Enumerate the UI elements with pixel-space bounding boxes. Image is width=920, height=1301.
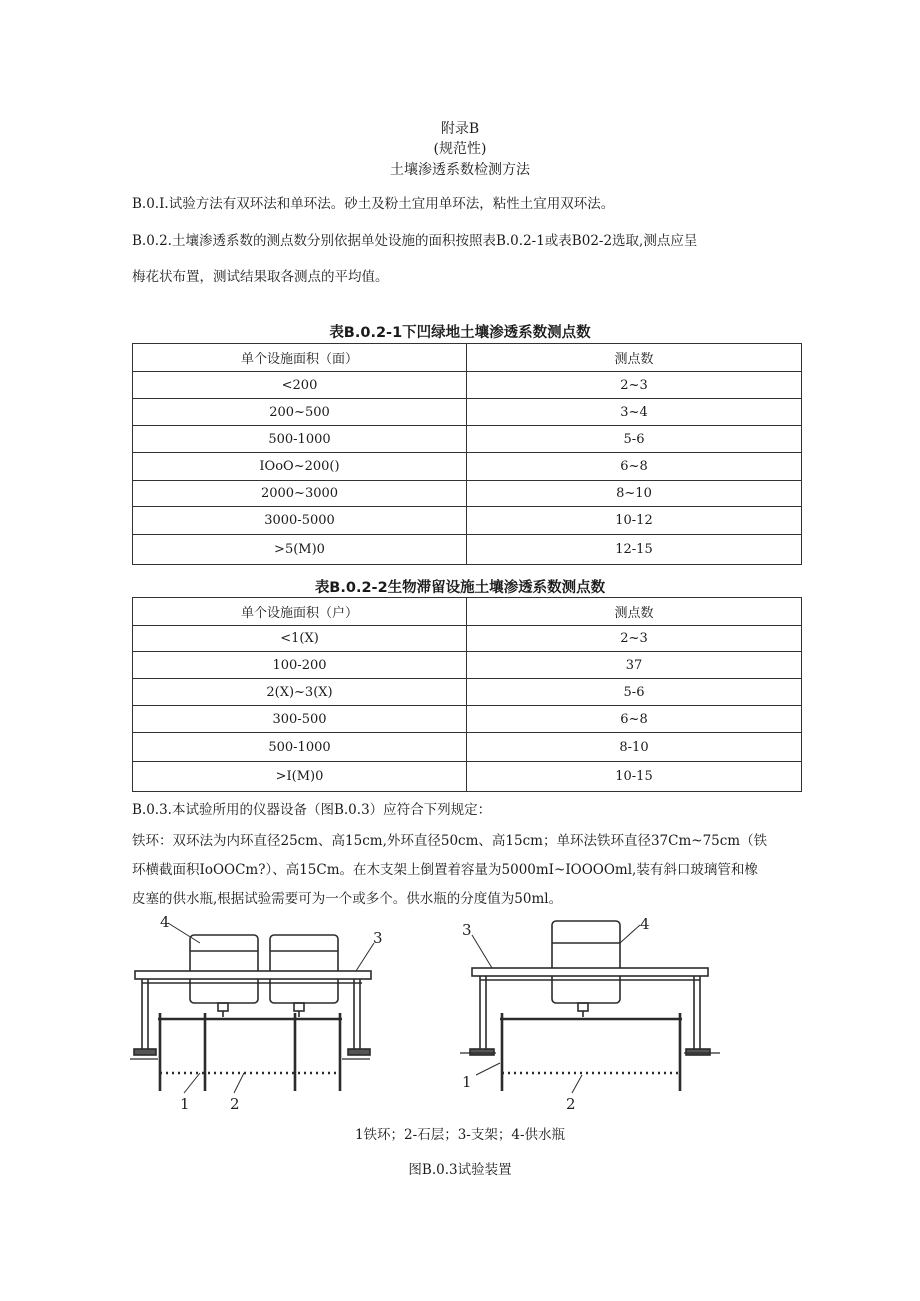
table-cell: >5(M)0 <box>133 535 467 565</box>
table-cell: 2~3 <box>467 372 802 399</box>
table-cell: 3~4 <box>467 399 802 426</box>
appendix-title: 土壤渗透系数检测方法 <box>390 162 530 178</box>
paragraph-ring-line1: 铁环：双环法为内环直径25cm、高15cm,外环直径50cm、高15cm；单环法铁环直径37Cm~75cm（铁 <box>132 833 768 849</box>
table-cell: 10-12 <box>467 507 802 535</box>
figure-label-2: 2 <box>566 1095 576 1113</box>
water-bottle-right <box>270 935 338 1003</box>
table2-header-points: 测点数 <box>467 598 802 626</box>
double-ring-apparatus-drawing <box>130 913 383 1113</box>
table-cell: <1(X) <box>133 626 467 652</box>
figure-label-1: 1 <box>462 1073 472 1091</box>
table-row <box>133 453 802 481</box>
table2-header-row <box>133 598 802 626</box>
table-cell: 37 <box>467 652 802 679</box>
table-row <box>133 481 802 507</box>
paragraph-b02-line2: 梅花状布置，测试结果取各测点的平均值。 <box>132 269 389 285</box>
table-cell: 2(X)~3(X) <box>133 679 467 706</box>
table2 <box>132 597 802 792</box>
table1-header-points: 测点数 <box>467 344 802 372</box>
table-row <box>133 535 802 565</box>
table-cell: 6~8 <box>467 706 802 733</box>
support-frame-top <box>472 968 708 976</box>
table2-title: 表B.0.2-2生物滞留设施土壤渗透系数测点数 <box>314 580 606 596</box>
table-row <box>133 733 802 762</box>
table-row <box>133 399 802 426</box>
table-cell: 5-6 <box>467 679 802 706</box>
table2-header-area: 单个设施面积（户） <box>133 598 467 626</box>
paragraph-b03: B.0.3.本试验所用的仪器设备（图B.0.3）应符合下列规定： <box>132 802 492 818</box>
table-row <box>133 626 802 652</box>
water-bottle-left <box>190 935 258 1003</box>
paragraph-b01: B.0.I.试验方法有双环法和单环法。砂土及粉土宜用单环法，粘性土宜用双环法。 <box>132 196 615 212</box>
figure-label-2: 2 <box>230 1095 240 1113</box>
table-cell: 5-6 <box>467 426 802 453</box>
table-row <box>133 507 802 535</box>
table-row <box>133 706 802 733</box>
table-row <box>133 762 802 792</box>
table-cell: 8~10 <box>467 481 802 507</box>
table-cell: 200~500 <box>133 399 467 426</box>
figure-label-4: 4 <box>160 913 170 931</box>
table1 <box>132 343 802 565</box>
table-cell: 500-1000 <box>133 733 467 762</box>
figure-label-3: 3 <box>462 921 472 939</box>
single-ring-apparatus-drawing <box>460 913 720 1113</box>
figure-label-1: 1 <box>180 1095 190 1113</box>
table-cell: 2000~3000 <box>133 481 467 507</box>
table1-header-row <box>133 344 802 372</box>
table-row <box>133 372 802 399</box>
support-frame-top <box>135 971 371 979</box>
water-bottle <box>552 921 620 1003</box>
table-cell: <200 <box>133 372 467 399</box>
paragraph-ring-line2: 环横截面积IoOOCm?）、高15Cm。在木支架上倒置着容量为5000mI~IOOOOml,装有斜口玻璃管和橡 <box>132 862 758 878</box>
figure-label-3: 3 <box>373 929 383 947</box>
paragraph-ring-line3: 皮塞的供水瓶,根据试验需要可为一个或多个。供水瓶的分度值为50ml。 <box>132 891 563 907</box>
table-row <box>133 652 802 679</box>
table-cell: 10-15 <box>467 762 802 792</box>
appendix-nature: (规范性) <box>433 141 487 157</box>
table-cell: 100-200 <box>133 652 467 679</box>
table-cell: 8-10 <box>467 733 802 762</box>
table-cell: 500-1000 <box>133 426 467 453</box>
table-cell: IOoO~200() <box>133 453 467 481</box>
table-cell: 3000-5000 <box>133 507 467 535</box>
table-cell: 6~8 <box>467 453 802 481</box>
table-cell: >I(M)0 <box>133 762 467 792</box>
figure-caption: 图B.0.3试验装置 <box>408 1162 512 1178</box>
paragraph-b02-line1: B.0.2.土壤渗透系数的测点数分别依据单处设施的面积按照表B.0.2-1或表B02-2选取,测点应呈 <box>132 233 698 249</box>
figure-legend: 1铁环；2-石层；3-支架；4-供水瓶 <box>354 1127 566 1143</box>
table-row <box>133 426 802 453</box>
table-row <box>133 679 802 706</box>
appendix-label: 附录B <box>440 121 480 137</box>
figure-label-4: 4 <box>640 915 650 933</box>
table1-title: 表B.0.2-1下凹绿地土壤渗透系数测点数 <box>329 325 591 341</box>
table-cell: 300-500 <box>133 706 467 733</box>
table-cell: 2~3 <box>467 626 802 652</box>
table-cell: 12-15 <box>467 535 802 565</box>
table1-header-area: 单个设施面积（面） <box>133 344 467 372</box>
